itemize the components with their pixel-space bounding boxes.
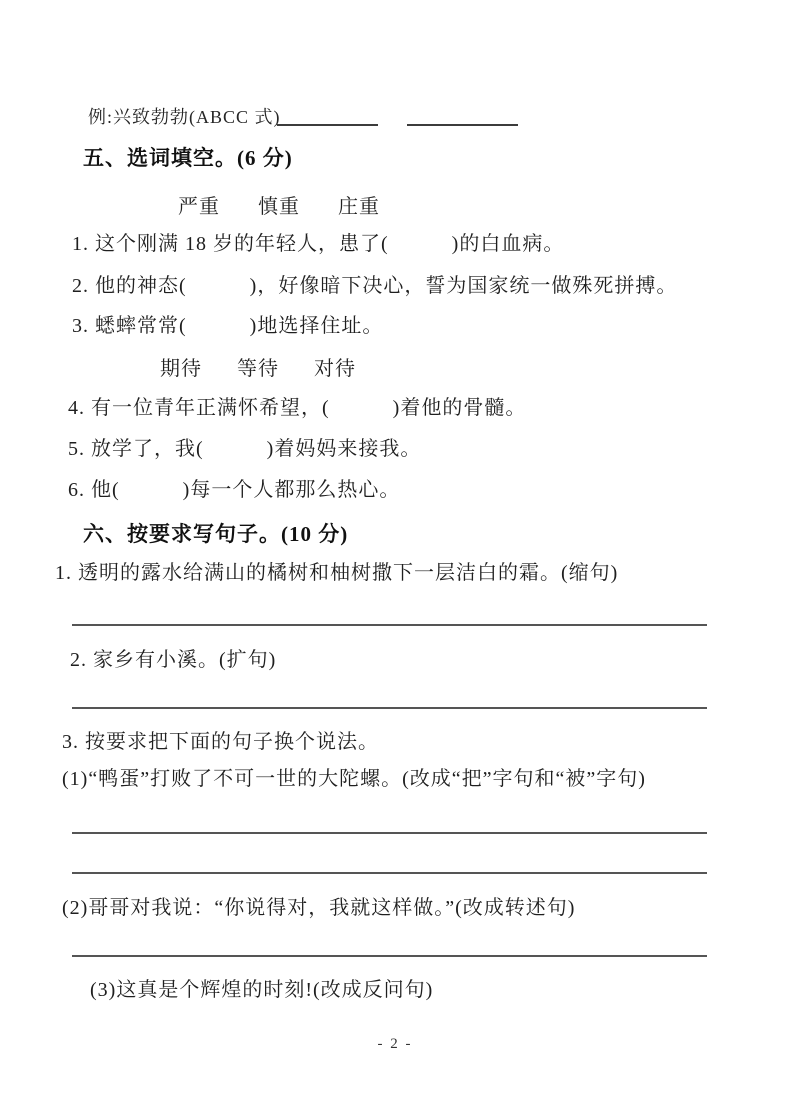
section5-item-4: 4. 有一位青年正满怀希望，( )着他的骨髓。 [68,397,527,419]
word-bank2-word-1: 期待 [160,358,202,380]
page-number: - 2 - [377,1036,413,1052]
word-bank-2 [160,352,356,381]
section5-item-6: 6. 他( )每一个人都那么热心。 [68,479,401,501]
answer-line-3 [72,832,707,834]
example-line-text: 例:兴致勃勃(ABCC 式) [88,107,281,127]
example-blank-1 [277,124,378,126]
section6-item-3: 3. 按要求把下面的句子换个说法。 [62,731,379,753]
answer-line-4 [72,872,707,874]
section5-item-1: 1. 这个刚满 18 岁的年轻人，患了( )的白血病。 [72,233,565,255]
section5-item-2: 2. 他的神态( )，好像暗下决心，誓为国家统一做殊死拼搏。 [72,275,678,297]
section6-sub-item-1: (1)“鸭蛋”打败了不可一世的大陀螺。(改成“把”字句和“被”字句) [62,768,646,790]
section6-item-1: 1. 透明的露水给满山的橘树和柚树撒下一层洁白的霜。(缩句) [55,562,619,584]
answer-line-1 [72,624,707,626]
section5-item-3: 3. 蟋蟀常常( )地选择住址。 [72,315,384,337]
section6-sub-item-3: (3)这真是个辉煌的时刻!(改成反问句) [90,979,434,1001]
word-bank-1 [178,190,380,219]
word-bank1-word-2: 慎重 [258,196,300,218]
section6-title: 六、按要求写句子。(10 分) [83,522,349,546]
section5-title: 五、选词填空。(6 分) [83,146,293,170]
word-bank2-word-2: 等待 [237,358,279,380]
example-blank-2 [407,124,518,126]
section6-sub-item-2: (2)哥哥对我说：“你说得对，我就这样做。”(改成转述句) [62,897,576,919]
section6-item-2: 2. 家乡有小溪。(扩句) [70,649,277,671]
word-bank1-word-1: 严重 [178,196,220,218]
word-bank2-word-3: 对待 [314,358,356,380]
section5-item-5: 5. 放学了，我( )着妈妈来接我。 [68,438,422,460]
answer-line-5 [72,955,707,957]
answer-line-2 [72,707,707,709]
word-bank1-word-3: 庄重 [338,196,380,218]
